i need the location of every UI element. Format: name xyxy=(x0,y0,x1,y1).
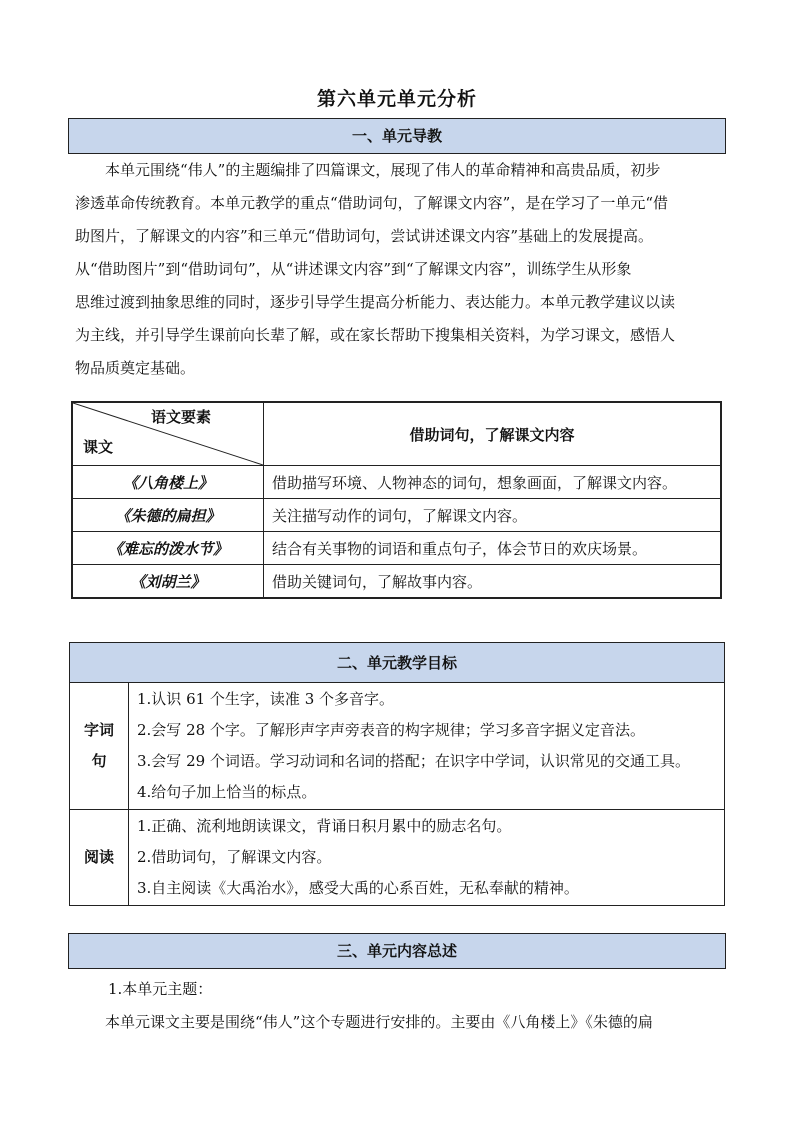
goal-items xyxy=(129,810,725,906)
table-row xyxy=(72,466,721,499)
header-language-element-label: 语文要素 xyxy=(150,408,211,426)
lesson-title: 《朱德的扁担》 xyxy=(72,499,264,532)
lesson-element: 关注描写动作的词句，了解课文内容。 xyxy=(264,499,722,532)
section-header-unit-guide: 一、单元导教 xyxy=(68,118,726,154)
paragraph-line: 助图片，了解课文的内容”和三单元“借助词句，尝试讲述课文内容”基础上的发展提高。 xyxy=(75,227,654,245)
category-label-line: 字词 xyxy=(83,721,114,739)
goals-row-reading xyxy=(70,810,725,906)
teaching-goals-table xyxy=(69,642,725,906)
goal-items xyxy=(129,683,725,810)
goal-item: 3.自主阅读《大禹治水》，感受大禹的心系百姓，无私奉献的精神。 xyxy=(137,879,579,897)
lesson-title: 《难忘的泼水节》 xyxy=(72,532,264,565)
goal-item: 1.认识 61 个生字，读准 3 个多音字。 xyxy=(137,690,395,708)
table-row xyxy=(72,565,721,599)
table-header-row xyxy=(72,402,721,466)
paragraph-line: 从“借助图片”到“借助词句”，从“讲述课文内容”到“了解课文内容”，训练学生从形象 xyxy=(75,260,632,278)
lesson-title: 《八角楼上》 xyxy=(72,466,264,499)
paragraph-line: 渗透革命传统教育。本单元教学的重点“借助词句，了解课文内容”，是在学习了一单元“借 xyxy=(75,194,669,212)
paragraph-line: 思维过渡到抽象思维的同时，逐步引导学生提高分析能力、表达能力。本单元教学建议以读 xyxy=(75,293,676,311)
lesson-title: 《刘胡兰》 xyxy=(72,565,264,599)
diagonal-header-cell xyxy=(72,402,264,466)
paragraph-line: 本单元围绕“伟人”的主题编排了四篇课文，展现了伟人的革命精神和高贵品质，初步 xyxy=(105,161,661,179)
lesson-element: 借助关键词句，了解故事内容。 xyxy=(264,565,722,599)
element-header-cell: 借助词句，了解课文内容 xyxy=(264,402,722,466)
goal-item: 2.借助词句，了解课文内容。 xyxy=(137,848,332,866)
goals-header-row xyxy=(70,643,725,683)
table-row xyxy=(72,532,721,565)
header-lesson-label: 课文 xyxy=(83,438,114,456)
goal-item: 4.给句子加上恰当的标点。 xyxy=(137,783,317,801)
language-elements-table xyxy=(71,401,722,599)
section-header-teaching-goals: 二、单元教学目标 xyxy=(70,643,725,683)
summary-paragraph-line: 本单元课文主要是围绕“伟人”这个专题进行安排的。主要由《八角楼上》《朱德的扁 xyxy=(105,1013,653,1031)
section-header-content-summary: 三、单元内容总述 xyxy=(68,933,726,969)
goals-row-vocabulary xyxy=(70,683,725,810)
category-vocabulary xyxy=(70,683,129,810)
paragraph-line: 为主线，并引导学生课前向长辈了解，或在家长帮助下搜集相关资料，为学习课文，感悟人 xyxy=(75,326,676,344)
goal-item: 1.正确、流利地朗读课文，背诵日积月累中的励志名句。 xyxy=(137,817,512,835)
category-label-line: 阅读 xyxy=(83,848,114,866)
paragraph-line: 物品质奠定基础。 xyxy=(75,359,196,377)
page-title: 第六单元单元分析 xyxy=(316,88,477,110)
category-reading xyxy=(70,810,129,906)
lesson-element: 借助描写环境、人物神态的词句，想象画面，了解课文内容。 xyxy=(264,466,722,499)
lesson-element: 结合有关事物的词语和重点句子，体会节日的欢庆场景。 xyxy=(264,532,722,565)
category-label-line: 句 xyxy=(91,752,107,770)
table-row xyxy=(72,499,721,532)
goal-item: 3.会写 29 个词语。学习动词和名词的搭配；在识字中学词，认识常见的交通工具。 xyxy=(137,752,690,770)
goal-item: 2.会写 28 个字。了解形声字声旁表音的构字规律；学习多音字据义定音法。 xyxy=(137,721,645,739)
subheading-unit-theme: 1.本单元主题： xyxy=(108,980,213,998)
